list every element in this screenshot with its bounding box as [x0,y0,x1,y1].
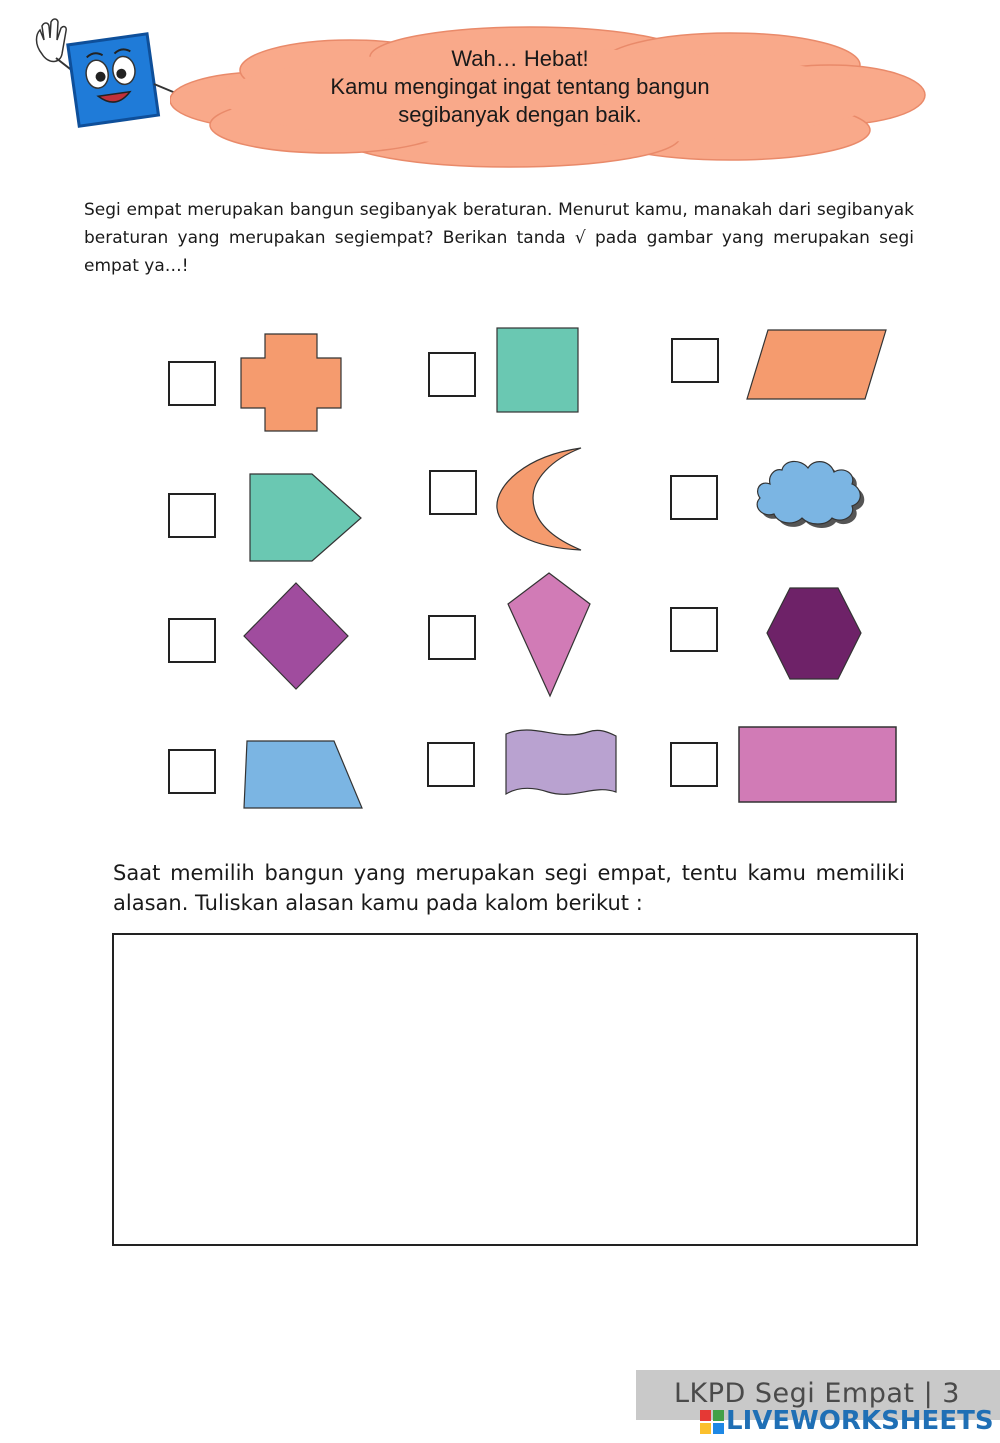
square-shape [496,327,580,414]
parallelogram-shape [746,329,888,400]
checkbox-kite[interactable] [428,615,476,660]
kite-shape [507,572,592,698]
footer-page-label: LKPD Segi Empat | 3 [674,1378,960,1409]
instruction-text: Segi empat merupakan bangun segibanyak beraturan. Menurut kamu, manakah dari segibanyak beraturan yang merupakan segiempat? Berikan tanda √ pada gambar yang merupakan segi empat ya…! [84,200,914,276]
liveworksheets-brand-text: LIVEWORKSHEETS [726,1406,994,1436]
square-mascot-icon [28,14,188,129]
rhombus-shape [242,582,350,691]
cloud-shape [750,450,868,530]
reason-prompt-text: Saat memilih bangun yang merupakan segi empat, tentu kamu memiliki alasan. Tuliskan alasan kamu pada kalom berikut : [113,861,905,915]
trapezoid-shape [242,739,364,812]
checkbox-cross[interactable] [168,361,216,406]
checkbox-square[interactable] [428,352,476,397]
checkbox-parallelogram[interactable] [671,338,719,383]
checkbox-pentagon[interactable] [168,493,216,538]
cloud-line-2: Kamu mengingat ingat tentang bangun [330,74,710,99]
crescent-shape [495,446,585,552]
checkbox-cloud[interactable] [670,475,718,520]
checkbox-crescent[interactable] [429,470,477,515]
reason-answer-field[interactable] [112,933,918,1246]
rectangle-shape [738,726,898,804]
checkbox-rhombus[interactable] [168,618,216,663]
cloud-line-1: Wah… Hebat! [451,46,589,71]
cloud-message [230,45,810,129]
checkbox-hexagon[interactable] [670,607,718,652]
cross-shape [240,333,342,432]
pentagon-shape [249,473,363,563]
hexagon-shape [765,586,863,682]
cloud-line-3: segibanyak dengan baik. [398,102,642,127]
wave-shape [504,726,618,800]
liveworksheets-badge-icon [700,1410,724,1434]
checkbox-rectangle[interactable] [670,742,718,787]
checkbox-trapezoid[interactable] [168,749,216,794]
checkbox-wave[interactable] [427,742,475,787]
